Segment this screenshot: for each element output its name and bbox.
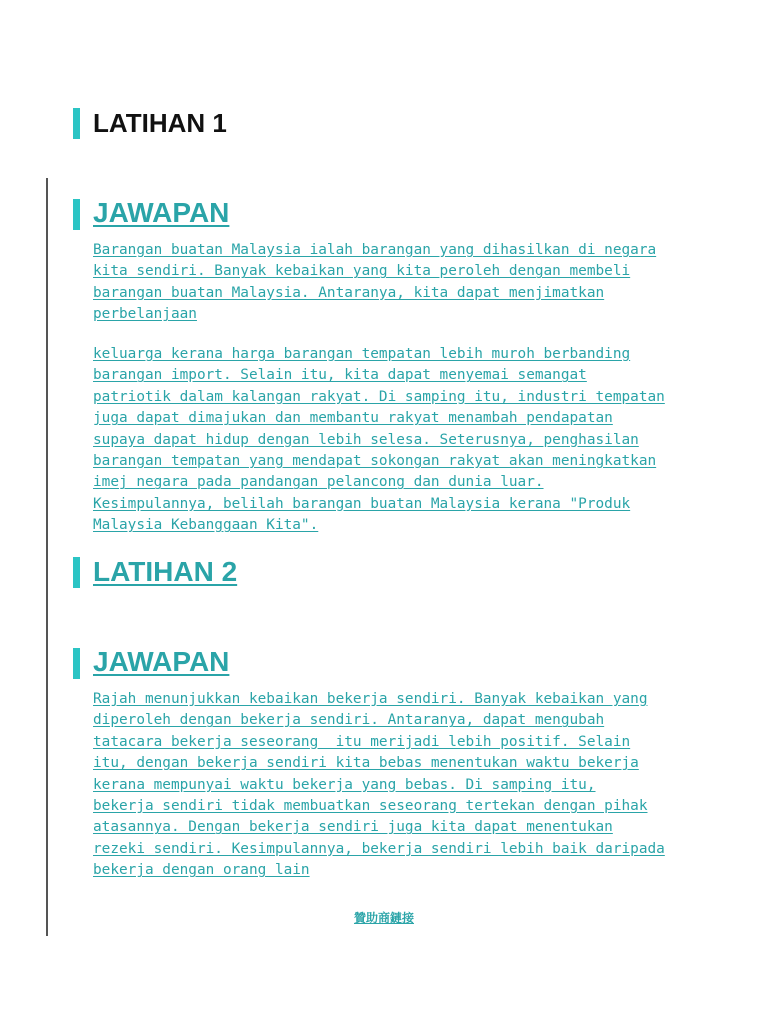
left-border-line xyxy=(46,178,48,936)
text-line: Rajah menunjukkan kebaikan bekerja sendiri. Banyak kebaikan yang xyxy=(93,691,648,707)
text-line: bekerja dengan orang lain xyxy=(93,862,310,879)
text-line: barangan tempatan yang mendapat sokongan rakyat akan meningkatkan xyxy=(93,453,657,470)
text-line: juga dapat dimajukan dan membantu rakyat menambah pendapatan xyxy=(93,410,613,427)
text-line: Barangan buatan Malaysia ialah barangan yang dihasilkan di negara xyxy=(93,242,657,258)
text-line: perbelanjaan xyxy=(93,306,197,323)
heading-accent-bar xyxy=(73,557,80,588)
heading-accent-bar xyxy=(73,199,80,230)
heading-accent-bar xyxy=(73,648,80,679)
sponsor-link[interactable]: 贊助商鏈接 xyxy=(353,911,414,925)
text-line: barangan buatan Malaysia. Antaranya, kita dapat menjimatkan xyxy=(93,284,605,301)
heading-accent-bar xyxy=(73,108,80,139)
text-line: keluarga kerana harga barangan tempatan lebih muroh berbanding xyxy=(93,346,631,362)
answer-2-paragraph[interactable] xyxy=(93,689,683,882)
text-line: patriotik dalam kalangan rakyat. Di samping itu, industri tempatan xyxy=(93,388,665,405)
answer-1-paragraph-2[interactable] xyxy=(93,344,683,537)
text-line: supaya dapat hidup dengan lebih selesa. Seterusnya, penghasilan xyxy=(93,431,639,448)
text-line: barangan import. Selain itu, kita dapat menyemai semangat xyxy=(93,367,587,384)
text-line: diperoleh dengan bekerja sendiri. Antaranya, dapat mengubah xyxy=(93,712,605,729)
text-line: kerana mempunyai waktu bekerja yang bebas. Di samping itu, xyxy=(93,776,596,793)
text-line: itu, dengan bekerja sendiri kita bebas menentukan waktu bekerja xyxy=(93,755,639,772)
answer-1-paragraph-1[interactable] xyxy=(93,240,683,326)
heading-latihan-1: LATIHAN 1 xyxy=(93,108,227,138)
heading-latihan-2[interactable]: LATIHAN 2 xyxy=(93,556,238,587)
text-line: rezeki sendiri. Kesimpulannya, bekerja sendiri lebih baik daripada xyxy=(93,840,665,857)
text-line: tatacara bekerja seseorang itu merijadi lebih positif. Selain xyxy=(93,733,631,750)
text-line: Kesimpulannya, belilah barangan buatan Malaysia kerana "Produk xyxy=(93,495,631,512)
text-line: Malaysia Kebanggaan Kita". xyxy=(93,517,319,534)
text-line: imej negara pada pandangan pelancong dan dunia luar. xyxy=(93,474,544,491)
text-line: atasannya. Dengan bekerja sendiri juga kita dapat menentukan xyxy=(93,819,613,836)
heading-jawapan-1[interactable]: JAWAPAN xyxy=(93,197,230,228)
text-line: kita sendiri. Banyak kebaikan yang kita peroleh dengan membeli xyxy=(93,263,631,280)
heading-jawapan-2[interactable]: JAWAPAN xyxy=(93,646,230,677)
text-line: bekerja sendiri tidak membuatkan seseorang tertekan dengan pihak xyxy=(93,798,648,815)
